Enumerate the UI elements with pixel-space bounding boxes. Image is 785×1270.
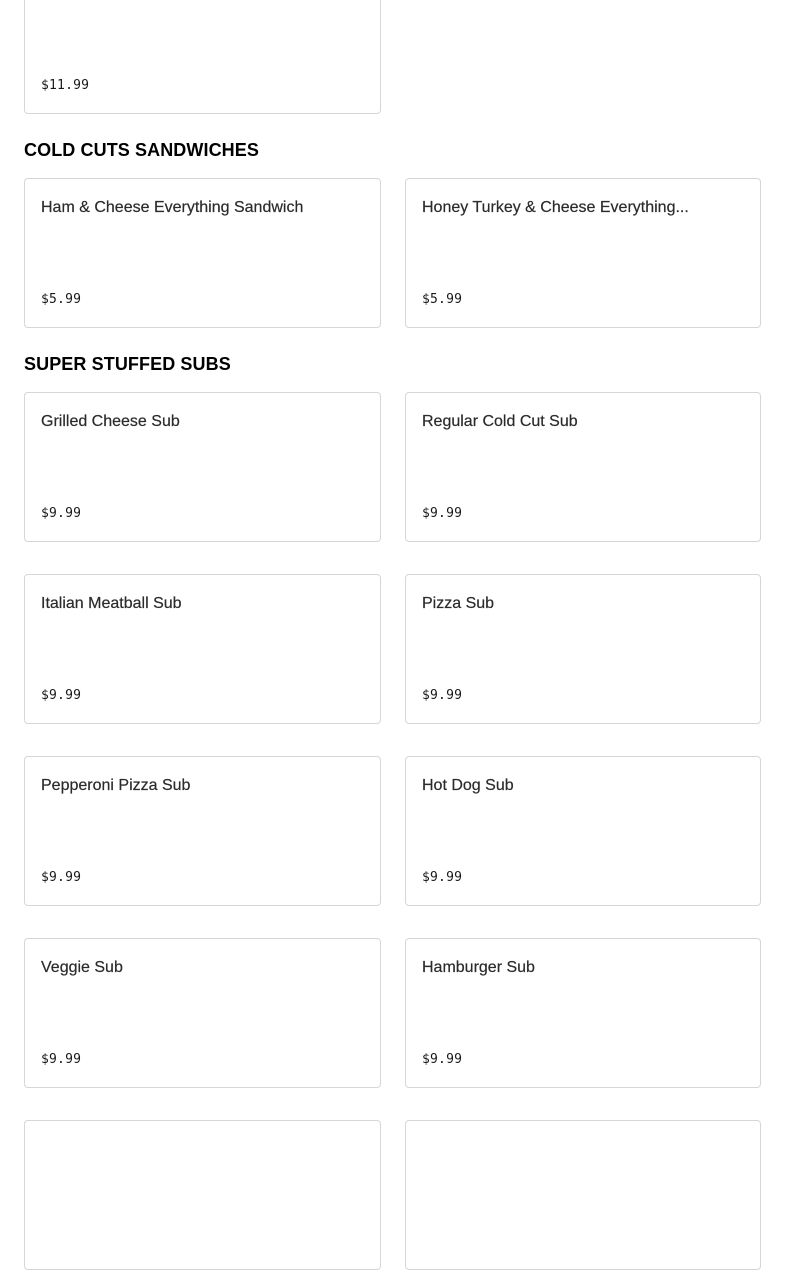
menu-item-card[interactable]: [405, 392, 761, 542]
menu-item-price: $11.99: [41, 78, 90, 93]
menu-item-name: Pizza Sub: [422, 595, 495, 612]
menu-item-card[interactable]: [405, 178, 761, 328]
menu-item-price: $5.99: [41, 292, 82, 307]
menu-item-card[interactable]: [405, 574, 761, 724]
menu-item-name: Veggie Sub: [41, 959, 123, 976]
menu-item-card-partial[interactable]: [24, 1120, 381, 1270]
menu-item-card[interactable]: [24, 0, 381, 114]
menu-item-name: Ham & Cheese Everything Sandwich: [41, 199, 304, 216]
menu-item-card[interactable]: [24, 574, 381, 724]
menu-item-name: Pepperoni Pizza Sub: [41, 777, 191, 794]
menu-item-name: Regular Cold Cut Sub: [422, 413, 578, 430]
menu-item-price: $9.99: [41, 870, 82, 885]
menu-item-price: $9.99: [422, 1052, 463, 1067]
section-title-cold-cuts: COLD CUTS SANDWICHES: [24, 140, 259, 160]
menu-item-price: $5.99: [422, 292, 463, 307]
menu-item-price: $9.99: [41, 688, 82, 703]
menu-item-card-partial[interactable]: [405, 1120, 761, 1270]
menu-item-card[interactable]: [24, 392, 381, 542]
menu-item-card[interactable]: [405, 938, 761, 1088]
section-title-super-stuffed-subs: SUPER STUFFED SUBS: [24, 354, 231, 374]
menu-grid-super-stuffed-subs: [24, 392, 761, 1270]
menu-item-card[interactable]: [24, 938, 381, 1088]
menu-item-card[interactable]: [405, 756, 761, 906]
menu-item-price: $9.99: [422, 688, 463, 703]
menu-item-price: $9.99: [422, 506, 463, 521]
menu-item-price: $9.99: [41, 506, 82, 521]
menu-item-card[interactable]: [24, 178, 381, 328]
menu-item-price: $9.99: [422, 870, 463, 885]
menu-grid-cold-cuts: [24, 178, 761, 328]
menu-item-price: $9.99: [41, 1052, 82, 1067]
menu-item-card[interactable]: [24, 756, 381, 906]
menu-grid-previous: [24, 0, 761, 114]
menu-item-name: Italian Meatball Sub: [41, 595, 182, 612]
menu-item-name: Honey Turkey & Cheese Everything...: [422, 199, 689, 216]
menu-item-name: Hot Dog Sub: [422, 777, 514, 794]
menu-item-name: Grilled Cheese Sub: [41, 413, 180, 430]
menu-item-name: Hamburger Sub: [422, 959, 535, 976]
